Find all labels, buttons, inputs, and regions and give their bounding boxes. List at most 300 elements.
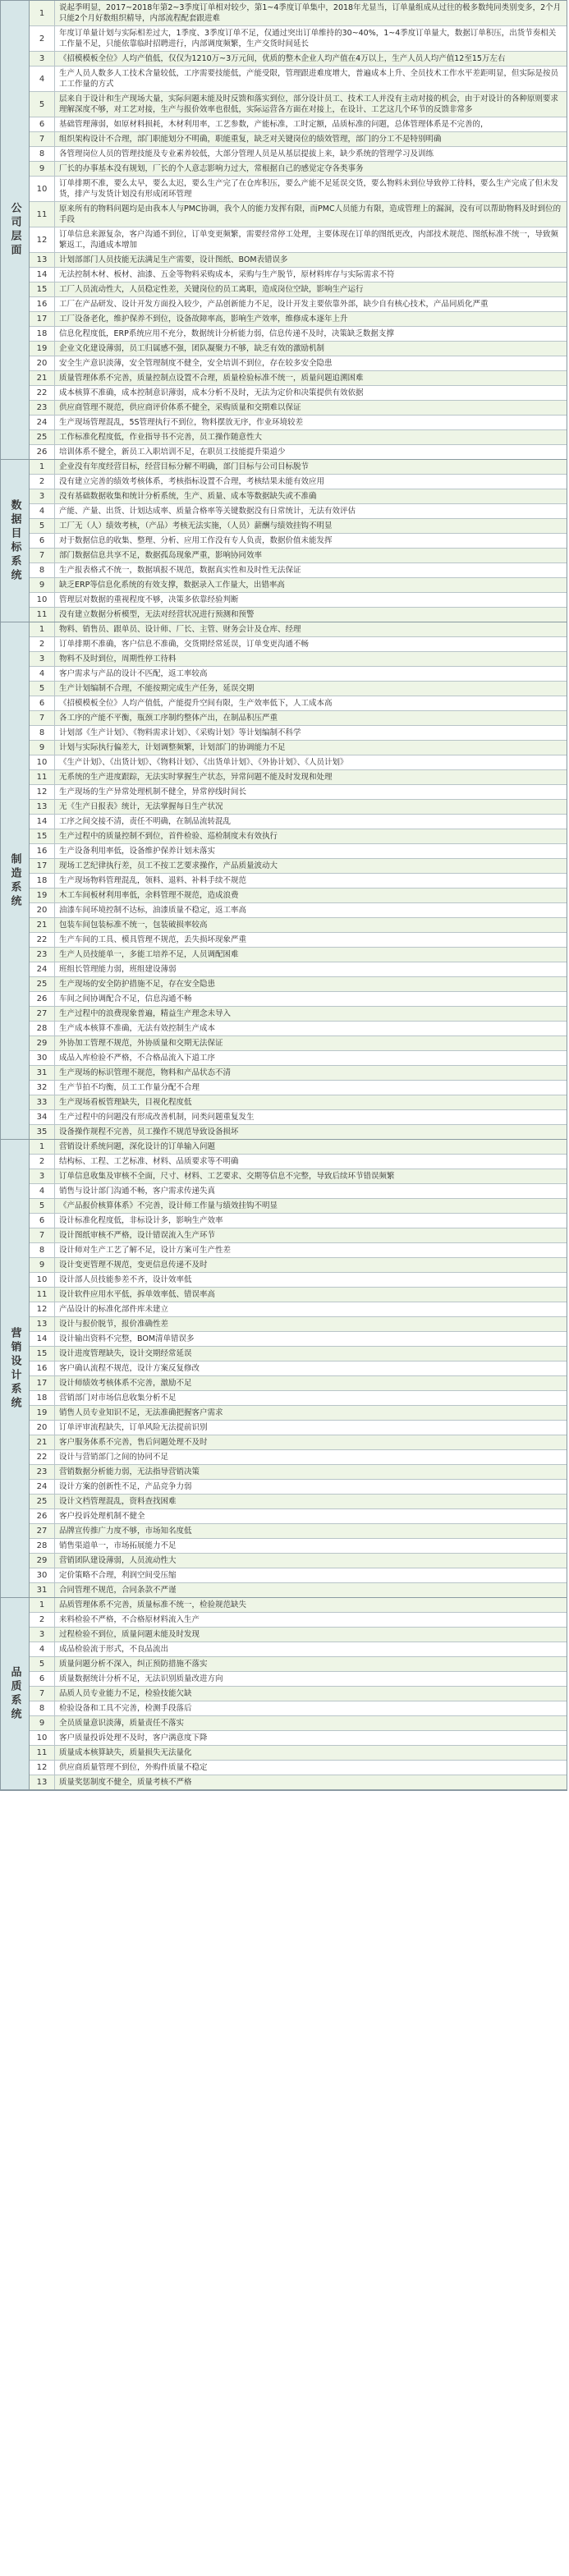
row-number: 3 bbox=[30, 52, 55, 66]
row-number: 27 bbox=[30, 1007, 55, 1021]
row-text: 营销团队建设薄弱，人员流动性大 bbox=[59, 1556, 177, 1565]
row-number: 13 bbox=[30, 1775, 55, 1789]
table-row bbox=[30, 1081, 567, 1095]
table-row bbox=[30, 1775, 567, 1789]
row-number: 23 bbox=[30, 401, 55, 415]
row-number: 28 bbox=[30, 1539, 55, 1553]
row-number: 26 bbox=[30, 1509, 55, 1523]
row-text: 工序之间交接不清，责任不明确，在制品流转混乱 bbox=[59, 817, 232, 826]
table-row bbox=[30, 962, 567, 977]
section-label: 数据目标系统 bbox=[1, 460, 30, 622]
row-text: 无系统的生产进度跟踪，无法实时掌握生产状态，异常问题不能及时发现和处理 bbox=[59, 773, 333, 782]
row-number: 10 bbox=[30, 1731, 55, 1745]
table-row bbox=[30, 889, 567, 903]
table-row bbox=[30, 475, 567, 489]
row-number: 17 bbox=[30, 312, 55, 326]
table-row bbox=[30, 312, 567, 327]
row-number: 22 bbox=[30, 933, 55, 947]
table-row bbox=[30, 800, 567, 815]
row-text: 设计进度管理缺失，设计交期经常延误 bbox=[59, 1349, 192, 1358]
table-row bbox=[30, 1051, 567, 1066]
row-number: 24 bbox=[30, 962, 55, 976]
row-text: 生产设备利用率低，设备维护保养计划未落实 bbox=[59, 847, 216, 856]
row-text: 生产现场管理混乱，5S管理执行不到位，物料摆放无序，作业环境较差 bbox=[59, 418, 304, 427]
table-row bbox=[30, 1347, 567, 1361]
table-row bbox=[30, 1642, 567, 1657]
row-number: 1 bbox=[30, 1, 55, 25]
row-number: 6 bbox=[30, 1214, 55, 1228]
table-row bbox=[30, 549, 567, 563]
row-number: 10 bbox=[30, 177, 55, 201]
table-row bbox=[30, 1302, 567, 1317]
row-number: 34 bbox=[30, 1110, 55, 1124]
table-row bbox=[30, 1598, 567, 1613]
row-text: 《生产计划》、《出货计划》、《物料计划》、《出货单计划》、《外协计划》、《人员计划》 bbox=[59, 758, 348, 767]
table-row bbox=[30, 1110, 567, 1125]
row-text: 企业没有年度经营目标，经营目标分解不明确，部门目标与公司目标脱节 bbox=[59, 462, 310, 471]
table-row bbox=[30, 755, 567, 770]
table-row bbox=[30, 652, 567, 667]
table-row bbox=[30, 92, 567, 117]
table-row bbox=[30, 504, 567, 519]
row-number: 8 bbox=[30, 563, 55, 577]
row-text: 生产人员人数多人工技术含量较低，工序需要技能低，产能受限，管理跟进难度增大，普遍成本上升、全员技术工作水平差距明显，但实际是按员工工作量的方式 bbox=[59, 69, 559, 89]
row-text: 工厂在产品研发、设计开发方面投入较少，产品创新能力不足，设计开发主要依靠外部，缺少自有核心技术，产品同质化严重 bbox=[59, 300, 489, 309]
row-text: 生产人员技能单一，多能工培养不足，人员调配困难 bbox=[59, 950, 239, 959]
row-number: 18 bbox=[30, 874, 55, 888]
row-number: 4 bbox=[30, 1184, 55, 1198]
table-row bbox=[30, 1169, 567, 1184]
row-number: 26 bbox=[30, 445, 55, 459]
row-number: 4 bbox=[30, 667, 55, 681]
row-number: 24 bbox=[30, 1480, 55, 1494]
section-rows bbox=[30, 1140, 567, 1597]
table-row bbox=[30, 132, 567, 147]
table-row bbox=[30, 992, 567, 1007]
row-text: 没有基础数据收集和统计分析系统，生产、质量、成本等数据缺失或不准确 bbox=[59, 492, 317, 501]
row-text: 物料、销售员、跟单员、设计师、厂长、主管、财务会计及仓库、经理 bbox=[59, 625, 301, 634]
row-text: 客户需求与产品的设计不匹配，返工率较高 bbox=[59, 669, 208, 678]
row-text: 订单信息来源复杂，客户沟通不到位，订单变更频繁，需要经常停工处理，主要体现在订单的图纸更改，内部技术规范、图纸标准不统一，导致频繁返工，沟通成本增加 bbox=[59, 230, 559, 250]
table-row bbox=[30, 327, 567, 342]
table-row bbox=[30, 829, 567, 844]
row-text: 《招模模板全位》人均产值低，产能提升空间有限，生产效率低下，人工成本高 bbox=[59, 699, 333, 708]
table-row bbox=[30, 1583, 567, 1597]
row-number: 32 bbox=[30, 1081, 55, 1095]
table-row bbox=[30, 401, 567, 416]
table-row bbox=[30, 785, 567, 800]
row-text: 层来自于设计和生产现场大量，实际问题未能及时反馈和落实到位，部分设计员工、技术工人并没有主动对接的机会，由于对设计的各种原则要求理解深度不够，对工艺对接，生产与报价效率也很低，实际运营各方面在对接上，在设计、工艺这几个环节的反馈非常多 bbox=[59, 94, 559, 114]
table-row bbox=[30, 844, 567, 859]
row-number: 20 bbox=[30, 1421, 55, 1435]
row-text: 结构标、工程、工艺标准、材料、品质要求等不明确 bbox=[59, 1157, 239, 1166]
row-text: 生产过程中的质量控制不到位，首件检验、巡检制度未有效执行 bbox=[59, 832, 278, 841]
row-number: 12 bbox=[30, 785, 55, 799]
row-number: 11 bbox=[30, 1746, 55, 1760]
row-number: 10 bbox=[30, 593, 55, 607]
row-number: 24 bbox=[30, 416, 55, 429]
table-row bbox=[30, 1155, 567, 1169]
row-number: 25 bbox=[30, 430, 55, 444]
table-row bbox=[30, 227, 567, 253]
row-number: 16 bbox=[30, 297, 55, 311]
table-row bbox=[30, 1613, 567, 1628]
row-text: 原来所有的物料问题均是由我本人与PMC协调，我个人的能力发挥有限，而PMC人员能力有限，造成管理上的漏洞，没有可以帮助物料及时到位的手段 bbox=[59, 204, 562, 224]
section-company bbox=[1, 1, 567, 460]
row-text: 管理层对数据的重视程度不够，决策多依靠经验判断 bbox=[59, 595, 239, 604]
row-number: 5 bbox=[30, 1199, 55, 1213]
section-label: 营销设计系统 bbox=[1, 1140, 30, 1597]
row-number: 4 bbox=[30, 504, 55, 518]
row-text: 计划部《生产计划》、《物料需求计划》、《采购计划》等计划编制不科学 bbox=[59, 728, 301, 737]
row-number: 31 bbox=[30, 1066, 55, 1080]
table-row bbox=[30, 202, 567, 227]
table-row bbox=[30, 52, 567, 67]
row-text: 订单信息收集及审核不全面，尺寸、材料、工艺要求、交期等信息不完整，导致后续环节错误频繁 bbox=[59, 1172, 395, 1181]
table-row bbox=[30, 534, 567, 549]
row-number: 18 bbox=[30, 1391, 55, 1405]
row-text: 设计师对生产工艺了解不足，设计方案可生产性差 bbox=[59, 1246, 232, 1255]
table-row bbox=[30, 1036, 567, 1051]
row-text: 品牌宣传推广力度不够，市场知名度低 bbox=[59, 1527, 192, 1536]
row-text: 《产品报价核算体系》不完善，设计师工作量与绩效挂钩不明显 bbox=[59, 1201, 278, 1210]
row-number: 7 bbox=[30, 1687, 55, 1701]
row-text: 设计与营销部门之间的协同不足 bbox=[59, 1453, 169, 1462]
row-text: 信息化程度低，ERP系统应用不充分，数据统计分析能力弱，信息传递不及时，决策缺乏数据支撑 bbox=[59, 329, 394, 338]
row-text: 没有建立完善的绩效考核体系，考核指标设置不合理，考核结果未能有效应用 bbox=[59, 477, 325, 486]
table-row bbox=[30, 1066, 567, 1081]
row-number: 6 bbox=[30, 696, 55, 710]
row-text: 包装车间包装标准不统一，包装破损率较高 bbox=[59, 921, 208, 930]
row-text: 定价策略不合理，利润空间受压缩 bbox=[59, 1571, 177, 1580]
table-row bbox=[30, 578, 567, 593]
table-row bbox=[30, 1095, 567, 1110]
row-text: 无《生产日报表》统计，无法掌握每日生产状况 bbox=[59, 802, 223, 811]
row-text: 销售与设计部门沟通不畅，客户需求传递失真 bbox=[59, 1187, 216, 1196]
row-number: 12 bbox=[30, 1761, 55, 1775]
table-row bbox=[30, 489, 567, 504]
table-row bbox=[30, 297, 567, 312]
row-number: 21 bbox=[30, 371, 55, 385]
row-text: 生产计划编制不合理，不能按期完成生产任务，延误交期 bbox=[59, 684, 255, 693]
table-row bbox=[30, 26, 567, 52]
section-label: 品质系统 bbox=[1, 1598, 30, 1789]
row-text: 合同管理不规范，合同条款不严谨 bbox=[59, 1586, 177, 1595]
section-rows bbox=[30, 460, 567, 622]
row-number: 2 bbox=[30, 1155, 55, 1169]
table-row bbox=[30, 1450, 567, 1465]
row-number: 11 bbox=[30, 608, 55, 622]
table-row bbox=[30, 1509, 567, 1524]
section-rows bbox=[30, 1, 567, 459]
table-row bbox=[30, 741, 567, 755]
row-text: 生产现场的标识管理不规范，物料和产品状态不清 bbox=[59, 1068, 232, 1077]
row-number: 8 bbox=[30, 1701, 55, 1715]
row-number: 23 bbox=[30, 948, 55, 962]
row-number: 13 bbox=[30, 1317, 55, 1331]
table-row bbox=[30, 268, 567, 282]
table-row bbox=[30, 1465, 567, 1480]
table-row bbox=[30, 1495, 567, 1509]
row-text: 生产报表格式不统一，数据填报不规范，数据真实性和及时性无法保证 bbox=[59, 566, 301, 575]
table-row bbox=[30, 67, 567, 92]
row-text: 产能、产量、出货、计划达成率、质量合格率等关键数据没有日常统计，无法有效评估 bbox=[59, 507, 356, 516]
row-text: 设计部人员技能参差不齐，设计效率低 bbox=[59, 1275, 192, 1284]
row-number: 6 bbox=[30, 1672, 55, 1686]
row-text: 组织架构设计不合理，部门职能划分不明确，职能重复，缺乏对关键岗位的绩效管理，部门的分工不是特别明确 bbox=[59, 135, 442, 144]
row-text: 设计软件应用水平低，拆单效率低、错误率高 bbox=[59, 1290, 216, 1299]
row-text: 生产现场的生产异常处理机制不健全，异常停线时间长 bbox=[59, 787, 247, 797]
table-row bbox=[30, 1214, 567, 1228]
row-number: 21 bbox=[30, 1435, 55, 1449]
row-text: 厂长的办事基本没有规划，厂长的个人意志影响力过大，常根据自己的感觉定夺各类事务 bbox=[59, 164, 364, 173]
row-number: 1 bbox=[30, 1598, 55, 1612]
row-text: 营销部门对市场信息收集分析不足 bbox=[59, 1394, 177, 1403]
row-number: 11 bbox=[30, 1288, 55, 1302]
row-number: 25 bbox=[30, 977, 55, 991]
row-text: 品质管理体系不完善，质量标准不统一，检验规范缺失 bbox=[59, 1600, 247, 1609]
row-text: 设计文档管理混乱，资料查找困难 bbox=[59, 1497, 177, 1506]
row-number: 23 bbox=[30, 1465, 55, 1479]
row-number: 27 bbox=[30, 1524, 55, 1538]
table-row bbox=[30, 1199, 567, 1214]
row-text: 生产过程中的问题没有形成改善机制，同类问题重复发生 bbox=[59, 1113, 255, 1122]
row-text: 生产过程中的浪费现象普遍，精益生产理念未导入 bbox=[59, 1009, 232, 1018]
table-row bbox=[30, 1228, 567, 1243]
row-number: 6 bbox=[30, 534, 55, 548]
table-row bbox=[30, 1258, 567, 1273]
row-number: 22 bbox=[30, 386, 55, 400]
table-row bbox=[30, 1007, 567, 1022]
row-number: 30 bbox=[30, 1051, 55, 1065]
row-text: 安全生产意识淡薄，安全管理制度不健全，安全培训不到位，存在较多安全隐患 bbox=[59, 359, 333, 368]
row-number: 1 bbox=[30, 460, 55, 474]
row-number: 31 bbox=[30, 1583, 55, 1597]
row-number: 7 bbox=[30, 132, 55, 146]
table-row bbox=[30, 386, 567, 401]
row-text: 油漆车间环境控制不达标，油漆质量不稳定，返工率高 bbox=[59, 906, 247, 915]
row-text: 设计标准化程度低，非标设计多，影响生产效率 bbox=[59, 1216, 223, 1225]
row-text: 培训体系不健全，新员工入职培训不足，在职员工技能提升渠道少 bbox=[59, 448, 286, 457]
row-number: 2 bbox=[30, 637, 55, 651]
row-number: 2 bbox=[30, 475, 55, 489]
table-row bbox=[30, 356, 567, 371]
row-number: 28 bbox=[30, 1022, 55, 1035]
table-row bbox=[30, 563, 567, 578]
row-number: 12 bbox=[30, 1302, 55, 1316]
row-number: 21 bbox=[30, 918, 55, 932]
table-row bbox=[30, 282, 567, 297]
row-number: 33 bbox=[30, 1095, 55, 1109]
row-number: 2 bbox=[30, 26, 55, 51]
row-text: 销售人员专业知识不足，无法准确把握客户需求 bbox=[59, 1408, 223, 1417]
table-row bbox=[30, 342, 567, 356]
table-row bbox=[30, 696, 567, 711]
row-number: 3 bbox=[30, 489, 55, 503]
row-text: 基础管理薄弱，如原材料损耗，木材利用率，工艺参数，产能标准，工时定额，品质标准的问题，总体管理体系是不完善的， bbox=[59, 120, 489, 129]
row-text: 外协加工管理不规范，外协质量和交期无法保证 bbox=[59, 1039, 223, 1048]
table-row bbox=[30, 1361, 567, 1376]
row-number: 3 bbox=[30, 1169, 55, 1183]
table-row bbox=[30, 1140, 567, 1155]
row-text: 设计变更管理不规范，变更信息传递不及时 bbox=[59, 1260, 208, 1270]
row-number: 5 bbox=[30, 1657, 55, 1671]
section-data bbox=[1, 460, 567, 622]
row-text: 营销数据分析能力弱，无法指导营销决策 bbox=[59, 1467, 200, 1476]
row-text: 车间之间协调配合不足，信息沟通不畅 bbox=[59, 994, 192, 1003]
row-text: 客户质量投诉处理不及时，客户满意度下降 bbox=[59, 1733, 208, 1743]
row-number: 2 bbox=[30, 1613, 55, 1627]
row-text: 设计师绩效考核体系不完善，激励不足 bbox=[59, 1379, 192, 1388]
row-text: 班组长管理能力弱，班组建设薄弱 bbox=[59, 965, 177, 974]
row-text: 生产成本核算不准确，无法有效控制生产成本 bbox=[59, 1024, 216, 1033]
section-rows bbox=[30, 1598, 567, 1789]
row-text: 品质人员专业能力不足，检验技能欠缺 bbox=[59, 1689, 192, 1698]
row-text: 质量成本核算缺失，质量损失无法量化 bbox=[59, 1748, 192, 1757]
table-row bbox=[30, 682, 567, 696]
row-number: 14 bbox=[30, 1332, 55, 1346]
table-row bbox=[30, 1657, 567, 1672]
table-row bbox=[30, 1, 567, 26]
section-marketing-design bbox=[1, 1140, 567, 1598]
table-row bbox=[30, 1435, 567, 1450]
row-number: 7 bbox=[30, 711, 55, 725]
row-number: 10 bbox=[30, 755, 55, 769]
row-text: 生产现场的安全防护措施不足，存在安全隐患 bbox=[59, 980, 216, 989]
row-text: 各管理岗位人员的管理技能及专业素养较低，大部分管理人员是从基层提拔上来，缺少系统的管理学习及训练 bbox=[59, 149, 434, 158]
table-row bbox=[30, 416, 567, 430]
table-row bbox=[30, 162, 567, 177]
row-number: 13 bbox=[30, 800, 55, 814]
row-text: 木工车间板材利用率低，余料管理不规范，造成浪费 bbox=[59, 891, 239, 900]
row-text: 客户投诉处理机制不健全 bbox=[59, 1512, 145, 1521]
table-row bbox=[30, 147, 567, 162]
table-row bbox=[30, 815, 567, 829]
table-row bbox=[30, 371, 567, 386]
row-text: 质量奖惩制度不健全，质量考核不严格 bbox=[59, 1778, 192, 1787]
table-row bbox=[30, 1022, 567, 1036]
row-text: 设计图纸审核不严格，设计错误流入生产环节 bbox=[59, 1231, 216, 1240]
table-row bbox=[30, 1376, 567, 1391]
row-number: 11 bbox=[30, 202, 55, 227]
table-row bbox=[30, 637, 567, 652]
row-text: 缺乏ERP等信息化系统的有效支撑，数据录入工作量大，出错率高 bbox=[59, 581, 285, 590]
table-row bbox=[30, 1761, 567, 1775]
row-number: 11 bbox=[30, 770, 55, 784]
row-number: 18 bbox=[30, 327, 55, 341]
row-text: 成本核算不准确，成本控制意识薄弱，成本分析不及时，无法为定价和决策提供有效依据 bbox=[59, 388, 364, 397]
row-number: 12 bbox=[30, 227, 55, 252]
row-text: 生产现场看板管理缺失，目视化程度低 bbox=[59, 1098, 192, 1107]
table-row bbox=[30, 977, 567, 992]
row-number: 1 bbox=[30, 1140, 55, 1154]
row-text: 工厂人员流动性大，人员稳定性差，关键岗位的员工离职，造成岗位空缺，影响生产运行 bbox=[59, 285, 364, 294]
row-number: 15 bbox=[30, 1347, 55, 1361]
row-number: 9 bbox=[30, 1258, 55, 1272]
section-quality bbox=[1, 1598, 567, 1790]
table-row bbox=[30, 1568, 567, 1583]
row-number: 8 bbox=[30, 726, 55, 740]
row-text: 订单排期不准确，客户信息不准确，交货期经常延误，订单变更沟通不畅 bbox=[59, 640, 310, 649]
table-row bbox=[30, 608, 567, 622]
row-number: 16 bbox=[30, 1361, 55, 1375]
table-row bbox=[30, 1317, 567, 1332]
row-number: 29 bbox=[30, 1036, 55, 1050]
table-row bbox=[30, 1539, 567, 1554]
row-number: 35 bbox=[30, 1125, 55, 1139]
table-row bbox=[30, 1406, 567, 1421]
table-row bbox=[30, 1746, 567, 1761]
table-row bbox=[30, 667, 567, 682]
table-row bbox=[30, 1421, 567, 1435]
table-row bbox=[30, 1332, 567, 1347]
row-number: 19 bbox=[30, 889, 55, 902]
row-text: 没有建立数据分析模型，无法对经营状况进行预测和预警 bbox=[59, 610, 255, 619]
row-text: 销售渠道单一，市场拓展能力不足 bbox=[59, 1541, 177, 1550]
row-text: 营销设计系统问题，深化设计的订单输入问题 bbox=[59, 1142, 216, 1151]
row-number: 9 bbox=[30, 162, 55, 176]
row-number: 9 bbox=[30, 578, 55, 592]
row-number: 3 bbox=[30, 1628, 55, 1642]
row-number: 13 bbox=[30, 253, 55, 267]
row-text: 《招模模板全位》人均产值低，仅仅为1210万~3万元间，优质的整木企业人均产值在4万以上，生产人员人均产值12至15万左右 bbox=[59, 54, 506, 63]
table-row bbox=[30, 460, 567, 475]
table-row bbox=[30, 874, 567, 889]
row-number: 4 bbox=[30, 1642, 55, 1656]
row-text: 来料检验不严格，不合格原材料流入生产 bbox=[59, 1615, 200, 1624]
row-text: 无法控制木材、板材、油漆、五金等物料采购成本，采购与生产脱节，原材料库存与实际需求不符 bbox=[59, 270, 395, 279]
row-text: 成品检验流于形式，不良品流出 bbox=[59, 1645, 169, 1654]
row-text: 说起季明显，2017~2018年第2~3季度订单相对较少，第1~4季度订单集中，2018年尤显当，订单量组成从过往的极多数纯同类别变多，2个月只能2个月好数组织精导，内部流程配套跟进难 bbox=[59, 3, 562, 23]
row-text: 现场工艺纪律执行差，员工不按工艺要求操作，产品质量波动大 bbox=[59, 861, 278, 870]
table-row bbox=[30, 1524, 567, 1539]
table-row bbox=[30, 1288, 567, 1302]
row-text: 过程检验不到位，质量问题未能及时发现 bbox=[59, 1630, 200, 1639]
table-row bbox=[30, 1672, 567, 1687]
table-row bbox=[30, 1243, 567, 1258]
row-text: 质量问题分析不深入，纠正预防措施不落实 bbox=[59, 1660, 208, 1669]
table-row bbox=[30, 177, 567, 202]
row-number: 8 bbox=[30, 147, 55, 161]
table-row bbox=[30, 622, 567, 637]
row-text: 客户服务体系不完善，售后问题处理不及时 bbox=[59, 1438, 208, 1447]
row-text: 设计与报价脱节，报价准确性差 bbox=[59, 1320, 169, 1329]
table-row bbox=[30, 253, 567, 268]
row-text: 工厂设备老化，维护保养不到位，设备故障率高，影响生产效率，维修成本逐年上升 bbox=[59, 315, 348, 324]
row-number: 4 bbox=[30, 67, 55, 91]
table-row bbox=[30, 1554, 567, 1568]
row-number: 7 bbox=[30, 549, 55, 562]
row-number: 29 bbox=[30, 1554, 55, 1568]
row-text: 订单评审流程缺失，订单风险无法提前识别 bbox=[59, 1423, 208, 1432]
row-text: 各工序的产能不平衡，瓶颈工序制约整体产出，在制品积压严重 bbox=[59, 714, 278, 723]
row-text: 检验设备和工具不完善，检测手段落后 bbox=[59, 1704, 192, 1713]
table-row bbox=[30, 1628, 567, 1642]
row-number: 1 bbox=[30, 622, 55, 636]
table-row bbox=[30, 918, 567, 933]
section-manufacturing bbox=[1, 622, 567, 1140]
row-text: 工厂无（人）绩效考核，（产品）考核无法实施，（人员）薪酬与绩效挂钩不明显 bbox=[59, 521, 333, 530]
row-text: 物料不及时到位，周期性停工待料 bbox=[59, 654, 177, 664]
row-text: 质量管理体系不完善，质量控制点设置不合理，质量检验标准不统一，质量问题追溯困难 bbox=[59, 374, 364, 383]
row-number: 19 bbox=[30, 342, 55, 356]
table-row bbox=[30, 430, 567, 445]
row-number: 15 bbox=[30, 282, 55, 296]
row-number: 6 bbox=[30, 117, 55, 131]
table-row bbox=[30, 903, 567, 918]
row-text: 成品入库检验不严格，不合格品流入下道工序 bbox=[59, 1054, 216, 1063]
row-number: 19 bbox=[30, 1406, 55, 1420]
